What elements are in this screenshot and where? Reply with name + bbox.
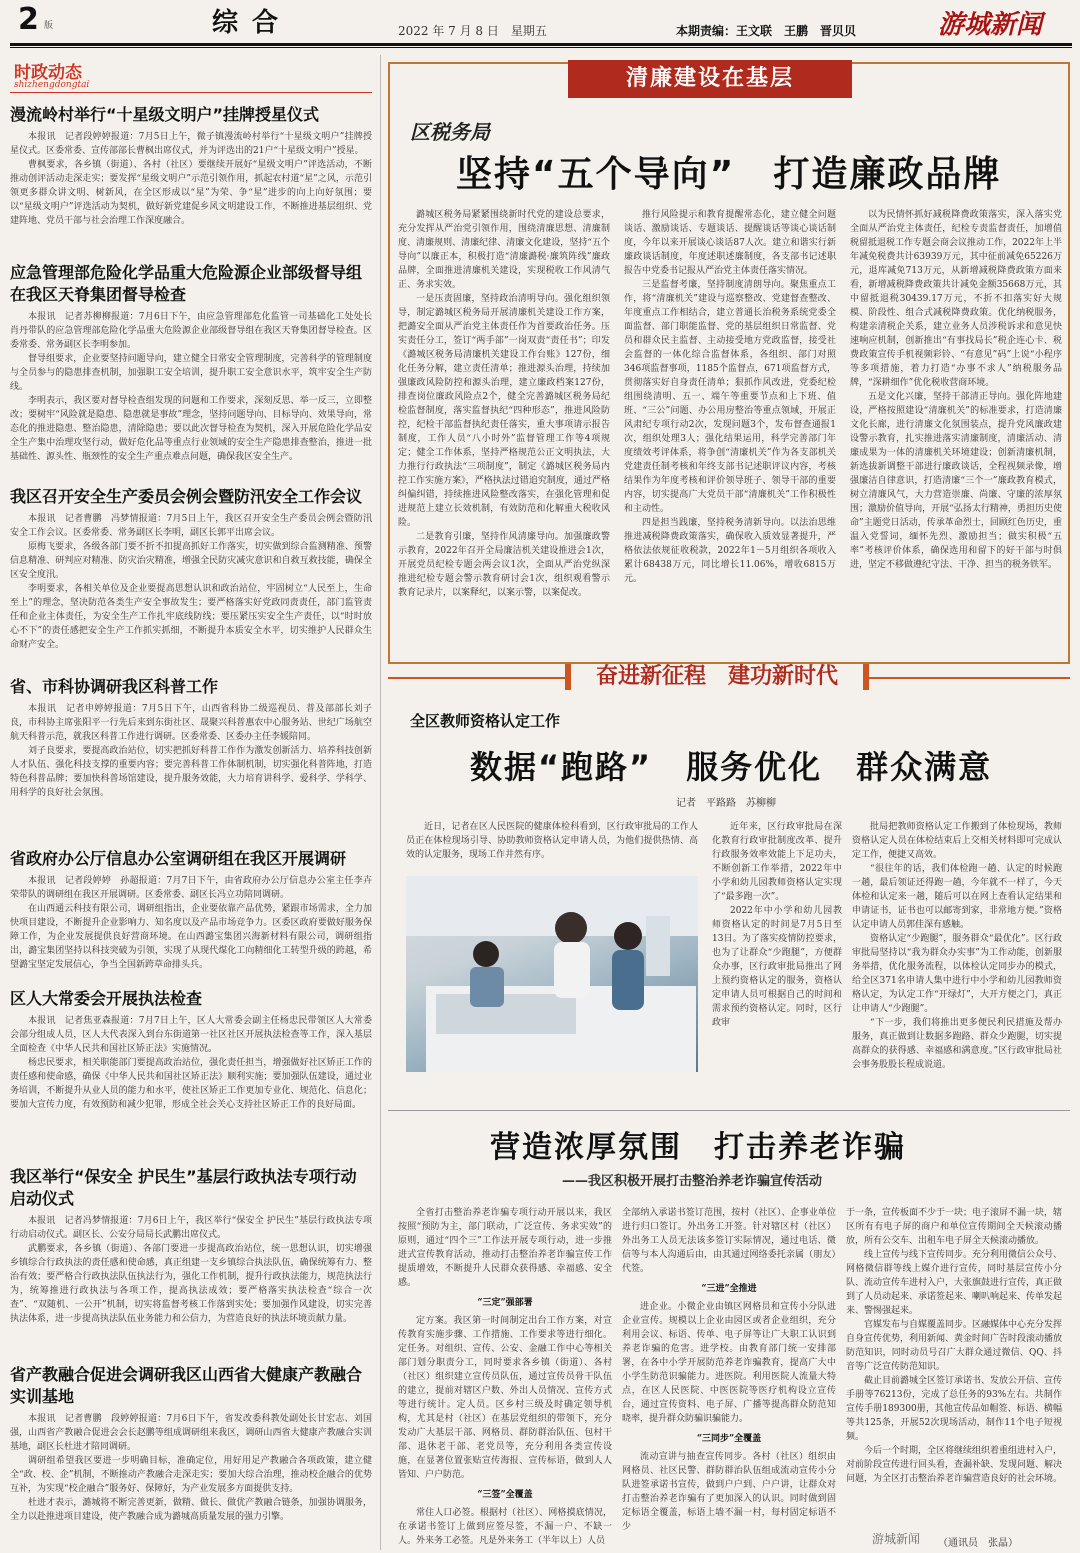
mid-para: 近日，记者在区人民医院的健康体检科看到，区行政审批局的工作人员正在体检现场引导、协助教师资格认定申请人员，为他们提供热情、高效的认定服务，现场工作井然有序。	[406, 822, 698, 860]
mid-col3	[852, 820, 1062, 1072]
watermark: 游城新闻	[872, 1532, 921, 1546]
section-tag: 时政动态	[14, 63, 82, 83]
article-7	[10, 1166, 372, 1326]
feature-para: 四是担当践廉，坚持税务清新导向。以法治思维推进减税降费政策落实，确保收入质效显著提升，严格依法依规征收税款，2022年1－5月组织各项收入累计68438万元，同比增长11.06%，增收6815万元。	[624, 518, 836, 584]
article-para: 调研组希望我区要进一步明确目标，准确定位，用好用足产教融合各项政策，建立健全“政、校、企”机制，不断推动产教融合走深走实；要加大综合治理，推动校企融合的优势互补，为实现“校企融合”服务好、保障好，为产业发展多方面提供支持。	[10, 1456, 372, 1494]
subhead: “三签”全覆盖	[477, 1490, 533, 1500]
article-5	[10, 848, 372, 972]
section-tag-rule	[10, 92, 372, 93]
feature-para: 五是文化兴廉，坚持干部清正导向。强化阵地建设，严格按照建设“清廉机关”的标准要求，打造清廉文化长廊，进行清廉文化氛围装点，提升党风廉政建设警示教育，扎实推进落实清廉制度，清廉活动、清廉成果为一体的清廉机关环境建设；创新清廉机制，新选拔新调整干部进行廉政谈话，全程视频录像，增强廉洁自律意识，打造清廉“三个一”廉政教育模式，树立清廉风气，大力营造崇廉、尚廉、守廉的浓厚氛围；激励价值导向，开展“弘扬太行精神，勇担历史使命”主题党日活动，传承革命烈士，回顾红色历史，重温入党誓词，缅怀先烈、激励担当；做实积极“五率”考核评价体系，确保选用和留下的好干部与时俱进，坚定不移做遵纪守法、干净、担当的税务铁军。	[850, 392, 1062, 570]
mid-byline: 记者 平路路 苏柳柳	[676, 798, 776, 809]
subhead: “三同步”全覆盖	[696, 1434, 762, 1444]
subhead: “三定”强部署	[477, 1298, 533, 1308]
page-suffix: 版	[44, 21, 54, 31]
article-title: 我区召开安全生产委员会例会暨防汛安全工作会议	[10, 487, 363, 506]
mid-para: “很往年的话，我们体检跑一趟、认定的时候跑一趟，最后领证还得跑一趟，今年就不一样了，今天体检和认定来一趟，随后可以在网上查看认定结果和申请证书，证书也可以邮寄到家，非常地方便。”资格认定申请人员郭佳深有感触。	[852, 864, 1062, 930]
feature-banner: 清廉建设在基层	[568, 60, 852, 98]
feature-para: 推行风险提示和教育提醒常态化，建立健全问题谈话、激励谈话、专题谈话、提醒谈话等谈心谈话制度，今年以来开展谈心谈话87人次。建立和谐实行新廉政谈话制度，年度述职述廉制度，各支部书记述职报告中党委书记报从严治党主体责任落实情况。	[624, 210, 836, 276]
photo-illustration	[406, 876, 698, 1072]
bottom-col1	[398, 1206, 612, 1548]
article-para: 本报讯 记者曹鹏 段婷婷报道：7月6日下午，省发改委科教处副处长甘宏志、刘国强，山西省产教融合促进会会长赵鹏等组成调研组来我区，调研山西省大健康产教融合实训基地，副区长杜进才陪同调研。	[10, 1414, 372, 1452]
mid-col2	[712, 820, 842, 1030]
mid-para: 批局把教师资格认定工作搬到了体检现场，教师资格认定人员在体检结束后上交相关材料即可完成认定工作，便捷又高效。	[852, 822, 1062, 860]
newspaper-logo: 游城新闻	[938, 10, 1043, 40]
bottom-para: 全省打击整治养老诈骗专项行动开展以来，我区按照“预防为主，部门联动，广泛宣传、务求实效”的原则，通过“四个三”工作法开展专项行动，进一步推进式宣传教育活动，推动打击整治养老诈骗宣传工作提质增效，不断提升人民群众获得感、幸福感、安全感。	[398, 1208, 612, 1288]
article-para: 杜进才表示，潞城将不断完善更新，做精、做长、做优产教融合链条，加强协调服务，全力以赴推进项目建设，使产教融合成为潞城高质量发展的强力引擎。	[10, 1498, 372, 1522]
bottom-para: 进企业。小微企业由镇区网格员和宣传小分队进企业宣传。规模以上企业由园区或者企业组织，充分利用会议、标语、传单、电子屏等让广大职工认识到养老诈骗的危害。进学校。由教育部门统一安排部署，在各中小学开展防范养老诈骗教育，提高广大中小学生防范识骗能力。进医院。利用医院人流量大特点，在区人民医院、中医医院等医疗机构设立宣传台，通过宣传资料、电子屏、广播等提高群众防范知晓率，提升群众防骗识骗能力。	[622, 1302, 836, 1424]
mid-kicker: 全区教师资格认定工作	[410, 712, 561, 730]
feature-para: 以为民情怀抓好减税降费政策落实，深入落实党全面从严治党主体责任，纪检专责监督责任，加增值税留抵退税工作专题会商会议推动工作，2022年上半年减免税费共计63939万元，其中征前减免65226万元，退库减免713万元，从新增减税降费政策方面来看，新增减税降费政策共计减免金额35668万元，其中留抵退税30439.17万元，不折不扣落实好大规模、阶段性、组合式减税降费政策。优化纳税服务，构建亲清税企关系，建立业务人员涉税诉求和意见快速响应机制，创新推出“有事找局长”税企连心卡、税费政策宣传手机视频彩铃、“有意见”码”上说“小程序等多项措施，着力打造“办事不求人”纳税服务品牌，“深耕细作”优化税收营商环境。	[850, 210, 1062, 388]
bottom-para: 于一条，宣传板面不少于一块；电子滚屏不漏一块，辖区所有有电子屏的商户和单位宣传期间全天候滚动播放，所有公交车、出租车电子屏全天候滚动播放。	[846, 1208, 1063, 1246]
page-number: 2	[18, 2, 39, 37]
article-para: 在山西通云科技有限公司，调研组指出，企业要依靠产品优势，紧跟市场需求，全力加快项目建设，不断提升企业影响力、知名度以及产品市场竞争力。区委区政府要做好服务保障工作，为企业发展提供良好营商环境。在山西潞宝集团兴海新材料有限公司，调研组指出，潞宝集团坚持以科技突破为引领，实现了从现代煤化工向精细化工转型升级的跨越，希望潞宝坚定发展信心，争当全国新跨草命排头兵。	[10, 904, 372, 970]
bottom-credit: （通讯员 张晶）	[938, 1538, 1018, 1549]
article-para: 刘子良要求，要提高政治站位，切实把抓好科普工作作为激发创新活力、培养科技创新人才队伍、强化科技支撑的重要内容；要完善科普工作体制机制，切实强化科普阵地，打造特色科普品牌；要加快科普场馆建设，提升服务效能，大力培育讲科学、爱科学、学科学、用科学的良好社会氛围。	[10, 746, 372, 798]
bottom-para: 截止目前潞城全区签订承诺书、发放公开信、宣传手册等76213份，完成了总任务的93%左右。共制作宣传手册189300册，其他宣传品如帽签、标语、横幅等共125条，开展52次现场活动，制作11个电子短视频。	[846, 1376, 1063, 1442]
article-title: 区人大常委会开展执法检查	[10, 989, 203, 1008]
bottom-para: 今后一个时期，全区将继续组织着重组进村入户，对前阶段宣传进行回头看，查漏补缺、发现问题、解决问题，为全区打击整治养老诈骗营造良好的社会环境。	[846, 1446, 1063, 1484]
article-para: 曹枫要求，各乡镇（街道）、各村（社区）要继续开展好“星级文明户”评选活动，不断推动创评活动走深走实；要发挥“星级文明户”示范引领作用，抓起农村道“星”之风，示范引领更多群众讲文明、树新风，在全区形成以“星”为荣、争“星”进步的向上向好氛围；要以“星级文明户”评选活动为契机，做好新党建促乡风文明建设工作，不断推进基层组织、党建阵地、党员干部与社会治理工作深度融合。	[10, 160, 372, 226]
bottom-title: 营造浓厚氛围 打击养老诈骗	[490, 1130, 906, 1165]
article-8	[10, 1364, 372, 1524]
feature-body	[398, 208, 1062, 658]
article-para: 本报讯 记者苏柳柳报道：7月6日下午，由应急管理部危化监管一司基础化工处处长肖丹带队的应急管理部危险化学品重大危险源企业部级督导组在我区天脊集团督导检查。区委常委、常务副区长李明参加。	[10, 312, 372, 350]
mid-title: 数据“跑路” 服务优化 群众满意	[470, 748, 993, 786]
bottom-para: 官媒发布与自媒覆盖同步。区融媒体中心充分发挥自身宣传优势，利用新闻、黄金时间广告时段滚动播放防范知识，同时动员号召广大群众通过微信、QQ、抖音等广泛宣传防范知识。	[846, 1320, 1063, 1372]
bottom-para: 定方案。我区第一时间制定出台工作方案，对宣传教育实施步骤、工作措施、工作要求等进行细化。定任务。对组织、宣传、公安、金融工作中心等相关部门划分职责分工，同时要求各乡镇（街道）、各村（社区）组织建立宣传员队伍，通过宣传员骨干队伍的建立，提前对辖区户数、外出人员情况、宣传方式等进行统计。定人员。区乡村三级及时确定领导机构，尤其是村（社区）在基层党组织的带领下，充分发动广大基层干部、网格员、群防群治队伍、包村干部、退休老干部、老党员等，充分利用各类宣传设施，在显著位置张贴宣传海报、宣传标语，做到人人皆知、户户防范。	[398, 1316, 612, 1480]
article-para: 本报讯 记者焦亚森报道：7月7日上午，区人大常委会副主任杨忠民带领区人大常委会部分组成人员，区人大代表深入到台东街道第一社区社区开展执法检查等工作，深入基层全面检查《中华人民共和国社区矫正法》实施情况。	[10, 1016, 372, 1054]
article-para: 本报讯 记者段婷婷 孙超报道：7月7日下午，由省政府办公厅信息办公室主任李卉荣带队的调研组在我区开展调研。区委常委、副区长冯立功陪同调研。	[10, 876, 372, 900]
bottom-para: 流动宣讲与抽查宣传同步。各村（社区）组织由网格员、社区民警、群防群治队伍组成流动宣传小分队进签承诺书宣传，做到户户到、户户讲，让群众对打击整治养老诈骗有了更加深入的认识。同时做到固定标语全覆盖，标语上墙不漏一村，每村固定标语不少	[622, 1452, 836, 1532]
article-para: 杨忠民要求，相关职能部门要提高政治站位，强化责任担当，增强做好社区矫正工作的责任感和使命感，确保《中华人民共和国社区矫正法》顺利实施；要加强队伍建设，通过业务培训，不断提升从业人员的能力和水平，使社区矫正工作更加专业化、规范化、信息化；要加大宣传力度，有效预防和减少犯罪，形成全社会关心支持社区矫正工作的良好局面。	[10, 1058, 372, 1110]
bottom-subtitle: ——我区积极开展打击整治养老诈骗宣传活动	[562, 1174, 823, 1189]
news-photo	[406, 876, 698, 1072]
article-para: 本报讯 记者申婷婷报道：7月5日下午，山西省科协二级巡视员、普及部部长刘子良，市科协主席张阳平一行先后来到东街社区、晟聚兴科普惠农中心服务站、世纪广场航空航天科普示范，就我区科普工作进行调研。区委常委、区委办主任李媛陪同。	[10, 704, 372, 742]
subhead: “三进”全推进	[701, 1284, 757, 1294]
article-6	[10, 988, 372, 1112]
article-2	[10, 262, 372, 464]
feature-para: 潞城区税务局紧紧围绕新时代党的建设总要求，充分发挥从严治党引领作用，围绕清廉思想、清廉制度、清廉规则、清廉纪律、清廉文化建设，坚持“五个导向”以廉正本，积极打造“清廉潞税·廉筑阵线”廉政品牌，全面推进清廉机关建设，实现税收工作风清气正、务求实效。	[398, 210, 610, 290]
bottom-rule	[388, 1110, 1070, 1111]
article-para: 李明表示，我区要对督导检查组发现的问题和工作要求，深刻反思、举一反三，立即整改；要树牢“风险就是隐患、隐患就是事故”理念，坚持问题导向、目标导向、效果导向，常态化的推进隐患、整治隐患，清除隐患；要以此次督导检查为契机，深入开展危险化学品安全生产集中治理攻坚行动，做好危化品等重点行业领域的安全生产隐患排查整治，推进一批基础性、源头性、瓶颈性的安全生产重点难点问题，确保我区安全生产。	[10, 396, 372, 462]
article-3	[10, 486, 372, 652]
article-para: 本报讯 记者曹鹏 冯梦情报道：7月5日上午，我区召开安全生产委员会例会暨防汛安全工作会议。区委常委、常务副区长李明，副区长郭平出席会议。	[10, 514, 372, 538]
masthead-rule	[10, 43, 1072, 46]
article-title: 应急管理部危险化学品重大危险源企业部级督导组在我区天脊集团督导检查	[10, 263, 363, 304]
article-para: 原梅飞要求，各级各部门要不折不扣提高抓好工作落实，切实做到综合监测精准、预警信息精准、研判应对精准、防灾治灾精准，增强全民防灾减灾意识和自救互救技能，确保全区安全度汛。	[10, 542, 372, 580]
article-para: 本报讯 记者冯梦情报道：7月6日上午，我区举行“保安全 护民生”基层行政执法专项行动启动仪式。副区长、公安分局局长武鹏出席仪式。	[10, 1216, 372, 1240]
masthead-rule-thin	[10, 47, 1072, 48]
feature-para: 三是监督考廉，坚持制度清朗导向。聚焦重点工作，将“清廉机关”建设与巡察整改、党建督查整改、年度重点工作相结合，建立普通长治税务系统党委全面监督、部门职能监督、党的基层组织日常监督、党员和群众民主监督、主动接受地方党政监督，接受社会监督的一体化综合监督体系，各组织、部门对照346项监督事项，1185个监督点，671项监督方式，贯彻落实好自身责任清单；狠抓作风改进，党委纪检组围绕清明、五一、端午等重要节点和上下班、值班、“三公”问题、办公用房整治等重点领域，开展正风肃纪专项行动2次，发现问题3个，发布督查通报1次，组织处理3人；强化结果运用，科学完善部门年度绩效考评体系，将争创“清廉机关”作为各支部机关党建责任制考核和年终支部书记述职评议内容，考核结果作为年度考核和评价领导班子、领导干部的重要内容，切实提高广大党员干部“清廉机关”工作积极性和主动性。	[624, 280, 836, 514]
bottom-para: 全部纳入承诺书签订范围，按村（社区）、企事业单位进行归口签订。外出务工开签。针对辖区村（社区）外出务工人员无法该多签订实际情况，通过电话、微信等与本人沟通后由，由其通过网络委托亲属（朋友）代签。	[622, 1208, 836, 1274]
article-para: 督导组要求，企业要坚持问题导向，建立健全日常安全管理制度，完善科学的管理制度与全员参与的隐患排查机制，加强职工安全培训，提升职工安全意识水平，筑牢安全生产防线。	[10, 354, 372, 392]
article-para: 武鹏要求，各乡镇（街道）、各部门要进一步提高政治站位，统一思想认识，切实增强乡镇综合行政执法的责任感和使命感，真正组建一支乡镇综合执法队伍，确保统筹有力、整治有效；要严格合行政执法队伍执法行为，强化工作机制，提升行政执法能力，规范执法行为，统筹推进行政执法与各项工作，提高执法成效；要严格落实执法检查“综合一次查”、“双随机、一公开”机制，切实将监督考核工作落到实处；要加强作风建设，切实完善执法体系，进一步提高执法队伍业务能力和公信力，为营造良好的执法环境贡献力量。	[10, 1244, 372, 1324]
mid-col1	[406, 820, 698, 862]
bottom-col2	[622, 1206, 836, 1534]
mid-para: “下一步，我们将推出更多便民利民措施及帮办服务，真正做到让数据多跑路、群众少跑腿，切实提高群众的获得感、幸福感和满意度。”区行政审批局社会事务股股长程成说道。	[852, 1018, 1062, 1070]
article-title: 我区举行“保安全 护民生”基层行政执法专项行动启动仪式	[10, 1167, 357, 1208]
bottom-para: 常住人口必签。根据村（社区）、网格摸底情况，在承诺书签订上做到应签尽签，不漏一户、不缺一人。外来务工必签。凡是外来务工（半年以上）人员	[398, 1508, 612, 1546]
article-para: 李明要求，各相关单位及企业要提高思想认识和政治站位，牢固树立“人民至上，生命至上”的理念，坚决防范各类生产安全事故发生；要严格落实好党政同责责任，部门监管责任和企业主体责任，为安全生产工作扎牢底线防线；要压紧压实安全生产责任，以“时时放心不下”的责任感把安全生产工作抓实抓细，不断提升本质安全水平，切实维护人民群众生命财产安全。	[10, 584, 372, 650]
mid-para: 近年来，区行政审批局在深化教育行政审批制度改革、提升行政服务效率效能上下足功夫，不断创新工作举措，2022年中小学和幼儿园教师资格认定实现了“最多跑一次”。	[712, 822, 842, 902]
feature-para: 一是压责固廉，坚持政治清明导向。强化组织领导，制定潞城区税务局开展清廉机关建设工作方案，把潞安全面从严治党主体责任作为首要政治任务。压实责任分工，签订“两手部”一岗双责“责任书”；印发《潞城区税务局清廉机关建设工作台账》127份，细化任务分解，建立责任清单；推进源头治理，持续加强廉政风险防控和源头治理，建立廉政档案127份，排查岗位廉政风险点2个，健全完善潞城区税务局纪检监督制度，落实监督执纪“四种形态”，推进风险防控，纪检干部监督执纪责任落实，重大事项请示报告制度，工作人员“八小时外”监督管理工作等4项规定；健全工作体系，坚持严格规范公正文明执法，大力推行行政执法“三项制度”，制定《潞城区税务局内控工作实施方案》，严格执法过错追究制度，通过严格纠偏纠错，持续推进风险整改落实，在强化管理和促进规范上建立长效机制，有效防范和化解重大税收风险。	[398, 294, 610, 528]
article-title: 省产教融合促进会调研我区山西省大健康产教融合实训基地	[10, 1365, 363, 1406]
column-divider	[380, 55, 381, 1550]
article-1	[10, 104, 372, 228]
editors-line: 本期责编：王文联 王鹏 晋贝贝	[676, 24, 857, 38]
section-name: 综合	[212, 8, 293, 38]
article-para: 本报讯 记者段婷婷报道：7月5日上午，微子镇漫流岭村举行“十星级文明户”挂牌授星仪式。区委常委、宣传部部长曹枫出席仪式，并为评选出的21户“十星级文明户”授星。	[10, 132, 372, 156]
feature-kicker: 区税务局	[410, 120, 490, 144]
feature-title: 坚持“五个导向” 打造廉政品牌	[456, 154, 1002, 195]
article-title: 省政府办公厅信息办公室调研组在我区开展调研	[10, 849, 347, 868]
mid-para: 资格认定“少跑腿”，服务群众“最优化”。区行政审批局坚持以“我为群众办实事”为工作动能，创新服务举措，优化服务流程，以体检认定同步办的模式，给全区371名申请人集中进行中小学和幼儿园教师资格认定，为认定工作“开绿灯”，大开方便之门，真正让申请人“少跑腿”。	[852, 934, 1062, 1014]
section-tag-pinyin: shizhengdongtai	[14, 80, 90, 90]
article-title: 漫流岭村举行“十星级文明户”挂牌授星仪式	[10, 105, 320, 124]
bottom-para: 线上宣传与线下宣传同步。充分利用微信公众号、网格微信群等线上媒介进行宣传，同时基层宣传小分队、流动宣传车进村入户，大张旗鼓进行宣传，真正做到了人员动起来、承诺签起来、喇叭响起来、传单发起来、警惕强起来。	[846, 1250, 1063, 1316]
mid-banner: 奋进新征程 建功新时代	[565, 664, 869, 690]
article-title: 省、市科协调研我区科普工作	[10, 677, 219, 696]
issue-date: 2022 年 7 月 8 日 星期五	[398, 24, 547, 38]
mid-para: 2022年中小学和幼儿园教师资格认定的时间是7月5日至13日。为了落实疫情防控要求，也为了让群众“少跑腿”，方便群众办事，区行政审批局推出了网上预约资格认定的服务，资格认定申请人员可根据自己的时间和需求预约资格认定。同时，区行政审	[712, 906, 842, 1028]
article-4	[10, 676, 372, 800]
bottom-col3	[846, 1206, 1062, 1486]
feature-para: 二是教育引廉，坚持作风清廉导向。加强廉政警示教育，2022年召开全局廉洁机关建设推进会1次，开展党员纪检专题会两会议1次，全面从严治党纵深推进纪检专题会警示教育研讨会1次，组织观看警示教育记录片，以案释纪，以案示警，以案促改。	[398, 532, 610, 598]
